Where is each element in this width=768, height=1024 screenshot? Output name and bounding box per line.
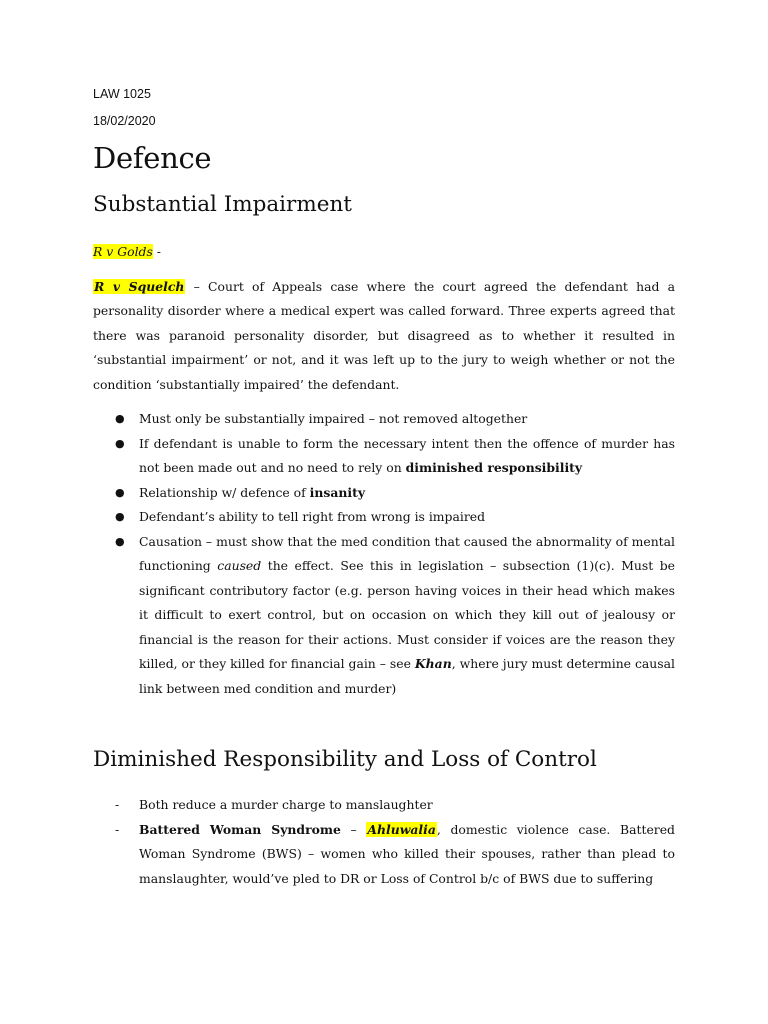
bullet-icon: ● (115, 485, 125, 499)
dash-icon: - (115, 821, 120, 837)
list-item: ● Must only be substantially impaired – not removed altogether (93, 407, 675, 432)
case-name-ahluwalia: Ahluwalia (367, 821, 436, 837)
document-page (93, 86, 675, 891)
dash-icon: - (115, 797, 120, 812)
impairment-bullet-list (93, 407, 675, 701)
term-caused: caused (217, 558, 262, 573)
bullet-icon: ● (115, 534, 125, 548)
course-code: LAW 1025 (93, 87, 151, 101)
term-diminished-responsibility: diminished responsibility (405, 460, 583, 475)
case-squelch-text: – Court of Appeals case where the court agreed the defendant had a personality disorder where a medical expert was called forward. Three experts agreed that there was paranoid personality disorder, but disagreed as to whether it resulted in ‘substantial impairment’ or not, and it was left up to the jury to weigh whether or not the condition ‘substantially impaired’ the defendant. (93, 278, 675, 392)
list-item: - Both reduce a murder charge to manslaughter (93, 793, 675, 818)
case-name-golds: R v Golds (93, 244, 153, 259)
document-title: Defence (93, 141, 212, 175)
list-item: ● Relationship w/ defence of insanity (93, 481, 675, 506)
term-battered-woman-syndrome: Battered Woman Syndrome (139, 821, 341, 837)
case-name-squelch: R v Squelch (94, 278, 185, 294)
dr-dash-list (93, 793, 675, 891)
list-item: ● Causation – must show that the med condition that caused the abnormality of mental functioning caused the effect. See this in legislation – subsection (1)(c). Must be significant contributory factor (e.g. person having voices in their head which makes it difficult to exert control, but on occasion on which they kill out of jealousy or financial is the reason for their actions. Must consider if voices are the reason they killed, or they killed for financial gain – see Khan, where jury must determine causal link between med condition and murder) (93, 530, 675, 702)
section-heading-diminished-responsibility: Diminished Responsibility and Loss of Control (93, 747, 597, 772)
case-golds-paragraph (93, 240, 675, 265)
case-squelch-paragraph (93, 275, 675, 398)
bullet-icon: ● (115, 436, 125, 450)
case-golds-suffix: - (152, 244, 161, 259)
list-item: ● If defendant is unable to form the necessary intent then the offence of murder has not been made out and no need to rely on diminished responsibility (93, 432, 675, 481)
bullet-icon: ● (115, 412, 125, 425)
bullet-icon: ● (115, 510, 125, 523)
list-item: ● Defendant’s ability to tell right from wrong is impaired (93, 505, 675, 530)
term-insanity: insanity (309, 484, 366, 500)
list-item: - Battered Woman Syndrome – Ahluwalia, domestic violence case. Battered Woman Syndrome (BWS) – women who killed their spouses, rather than plead to manslaughter, would’ve pled to DR or Loss of Control b/c of BWS due to suffering (93, 818, 675, 892)
case-name-khan: Khan (414, 656, 452, 671)
section-heading-substantial-impairment: Substantial Impairment (93, 192, 352, 217)
document-date: 18/02/2020 (93, 114, 156, 128)
